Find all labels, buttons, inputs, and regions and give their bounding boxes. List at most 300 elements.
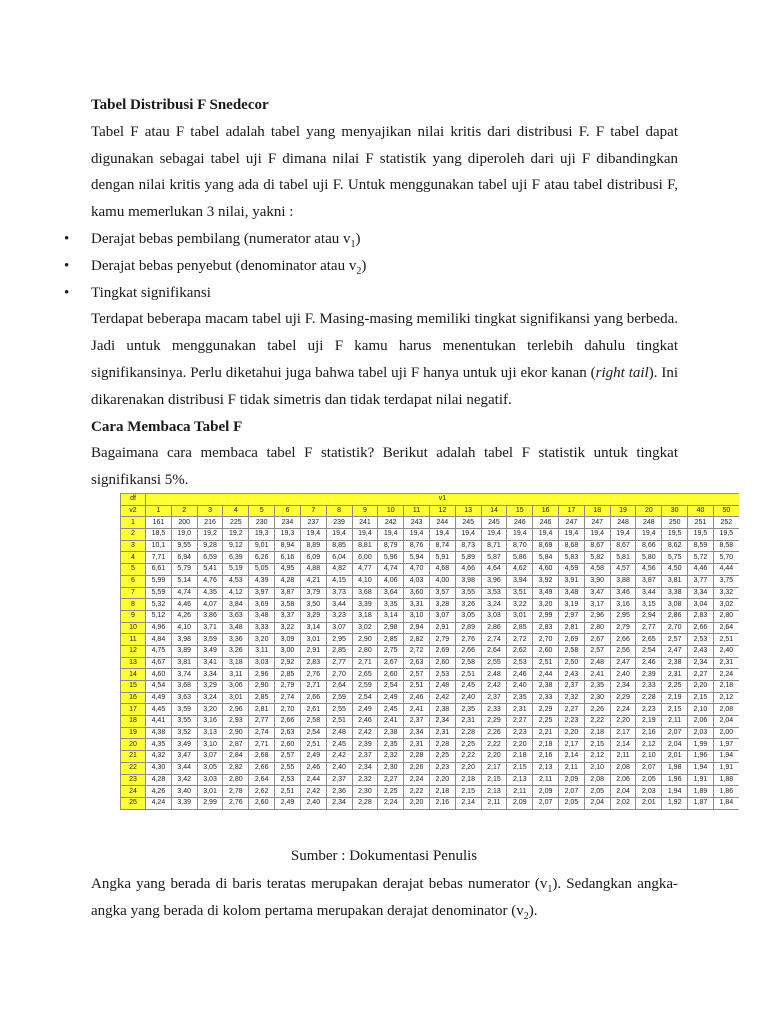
- table-cell: 2,20: [404, 797, 430, 809]
- table-cell: 2,64: [713, 622, 739, 634]
- table-cell: 2,29: [610, 692, 636, 704]
- table-cell: 4,10: [171, 622, 197, 634]
- table-cell: 3,74: [171, 669, 197, 681]
- column-header: 17: [559, 505, 585, 517]
- table-cell: 2,54: [300, 727, 326, 739]
- table-cell: 19,4: [481, 529, 507, 541]
- table-cell: 3,03: [197, 774, 223, 786]
- column-header: 2: [171, 505, 197, 517]
- table-cell: 3,01: [507, 610, 533, 622]
- table-row: [121, 610, 740, 622]
- table-cell: 4,26: [171, 610, 197, 622]
- column-header: 6: [275, 505, 301, 517]
- column-header: 1: [146, 505, 172, 517]
- table-cell: 252: [713, 517, 739, 529]
- table-cell: 4,74: [171, 587, 197, 599]
- table-cell: 3,32: [713, 587, 739, 599]
- bullet-icon: •: [64, 257, 70, 274]
- table-cell: 3,64: [378, 587, 404, 599]
- table-cell: 9,01: [249, 540, 275, 552]
- table-cell: 5,75: [662, 552, 688, 564]
- table-header-row: [121, 505, 740, 517]
- table-cell: 4,88: [300, 564, 326, 576]
- table-cell: 5,79: [171, 564, 197, 576]
- table-cell: 3,92: [533, 575, 559, 587]
- column-header: 13: [455, 505, 481, 517]
- table-row: [121, 622, 740, 634]
- table-cell: 3,23: [326, 610, 352, 622]
- table-cell: 2,12: [636, 739, 662, 751]
- table-cell: 3,91: [559, 575, 585, 587]
- table-cell: 4,10: [352, 575, 378, 587]
- table-cell: 8,76: [404, 540, 430, 552]
- table-cell: 2,16: [533, 751, 559, 763]
- table-row: [121, 587, 740, 599]
- table-cell: 2,34: [688, 657, 714, 669]
- table-cell: 3,53: [481, 587, 507, 599]
- column-header: 9: [352, 505, 378, 517]
- table-cell: 2,55: [481, 657, 507, 669]
- table-cell: 2,72: [507, 634, 533, 646]
- table-cell: 2,20: [610, 716, 636, 728]
- requirements-list: [64, 226, 678, 306]
- table-cell: 2,96: [584, 610, 610, 622]
- table-cell: 2,35: [507, 692, 533, 704]
- list-item: • Tingkat signifikansi: [91, 280, 678, 307]
- table-cell: 5,99: [146, 575, 172, 587]
- table-cell: 234: [275, 517, 301, 529]
- table-cell: 6,26: [249, 552, 275, 564]
- table-cell: 6,59: [197, 552, 223, 564]
- table-cell: 2,40: [300, 797, 326, 809]
- table-cell: 9,55: [171, 540, 197, 552]
- table-cell: 3,49: [197, 645, 223, 657]
- v1-label: v1: [146, 494, 740, 506]
- table-row: [121, 645, 740, 657]
- table-cell: 19,4: [610, 529, 636, 541]
- table-cell: 5,19: [223, 564, 249, 576]
- table-cell: 2,24: [713, 669, 739, 681]
- table-cell: 2,62: [249, 786, 275, 798]
- table-cell: 239: [326, 517, 352, 529]
- table-cell: 2,14: [610, 739, 636, 751]
- row-header: 24: [121, 786, 146, 798]
- table-cell: 2,70: [533, 634, 559, 646]
- table-cell: 3,22: [275, 622, 301, 634]
- table-cell: 1,89: [688, 786, 714, 798]
- table-cell: 3,47: [171, 751, 197, 763]
- table-cell: 2,28: [404, 751, 430, 763]
- table-cell: 3,44: [171, 762, 197, 774]
- table-cell: 4,41: [146, 716, 172, 728]
- row-header: 18: [121, 716, 146, 728]
- column-header: 3: [197, 505, 223, 517]
- table-cell: 2,20: [559, 727, 585, 739]
- table-row: [121, 716, 740, 728]
- table-row: [121, 540, 740, 552]
- list-item: • Derajat bebas penyebut (denominator atau $v_2$): [91, 253, 678, 280]
- table-cell: 2,22: [404, 786, 430, 798]
- table-cell: 2,41: [584, 669, 610, 681]
- table-cell: 2,85: [378, 634, 404, 646]
- table-cell: 2,59: [326, 692, 352, 704]
- table-cell: 2,66: [300, 692, 326, 704]
- table-cell: 2,46: [404, 692, 430, 704]
- table-cell: 230: [249, 517, 275, 529]
- table-cell: 2,22: [584, 716, 610, 728]
- table-cell: 2,83: [688, 610, 714, 622]
- table-cell: 2,35: [455, 704, 481, 716]
- table-cell: 2,11: [507, 786, 533, 798]
- table-cell: 2,48: [584, 657, 610, 669]
- column-header: 7: [300, 505, 326, 517]
- row-header: 16: [121, 692, 146, 704]
- figure-caption: Sumber : Dokumentasi Penulis: [290, 848, 478, 864]
- table-cell: 3,00: [275, 645, 301, 657]
- table-cell: 19,4: [584, 529, 610, 541]
- table-cell: 2,05: [559, 797, 585, 809]
- table-cell: 250: [662, 517, 688, 529]
- table-cell: 2,29: [533, 704, 559, 716]
- table-cell: 2,31: [404, 739, 430, 751]
- table-cell: 3,01: [197, 786, 223, 798]
- table-cell: 2,92: [275, 657, 301, 669]
- table-cell: 2,66: [275, 716, 301, 728]
- table-cell: 4,07: [197, 599, 223, 611]
- table-cell: 3,39: [352, 599, 378, 611]
- table-cell: 2,80: [223, 774, 249, 786]
- table-cell: 2,18: [533, 739, 559, 751]
- table-cell: 3,18: [352, 610, 378, 622]
- table-row: [121, 704, 740, 716]
- row-header: 7: [121, 587, 146, 599]
- table-cell: 2,50: [559, 657, 585, 669]
- table-cell: 2,20: [481, 751, 507, 763]
- table-cell: 2,37: [559, 681, 585, 693]
- table-cell: 4,30: [146, 762, 172, 774]
- table-cell: 2,69: [559, 634, 585, 646]
- table-cell: 2,77: [326, 657, 352, 669]
- table-cell: 2,71: [300, 681, 326, 693]
- v2-label: v2: [121, 505, 146, 517]
- table-cell: 3,69: [249, 599, 275, 611]
- table-cell: 1,87: [688, 797, 714, 809]
- table-cell: 3,16: [610, 599, 636, 611]
- table-cell: 2,42: [326, 751, 352, 763]
- table-cell: 2,33: [481, 704, 507, 716]
- table-cell: 3,63: [171, 692, 197, 704]
- table-cell: 2,09: [559, 774, 585, 786]
- table-cell: 2,12: [713, 692, 739, 704]
- table-cell: 237: [300, 517, 326, 529]
- table-row: [121, 727, 740, 739]
- table-cell: 3,79: [300, 587, 326, 599]
- column-header: 16: [533, 505, 559, 517]
- table-cell: 19,4: [352, 529, 378, 541]
- table-cell: 3,11: [249, 645, 275, 657]
- table-cell: 2,22: [481, 739, 507, 751]
- table-cell: 3,24: [197, 692, 223, 704]
- table-cell: 3,59: [171, 704, 197, 716]
- table-cell: 2,31: [455, 716, 481, 728]
- table-cell: 2,02: [610, 797, 636, 809]
- table-cell: 2,51: [533, 657, 559, 669]
- table-cell: 2,13: [507, 774, 533, 786]
- table-cell: 1,96: [662, 774, 688, 786]
- table-cell: 3,05: [455, 610, 481, 622]
- table-cell: 2,19: [662, 692, 688, 704]
- table-cell: 3,20: [249, 634, 275, 646]
- table-cell: 2,85: [507, 622, 533, 634]
- column-header: 14: [481, 505, 507, 517]
- table-cell: 3,49: [533, 587, 559, 599]
- table-cell: 2,34: [404, 727, 430, 739]
- table-cell: 2,37: [481, 692, 507, 704]
- table-cell: 2,66: [455, 645, 481, 657]
- table-cell: 4,77: [352, 564, 378, 576]
- table-cell: 6,61: [146, 564, 172, 576]
- table-cell: 4,24: [146, 797, 172, 809]
- table-cell: 4,76: [197, 575, 223, 587]
- table-cell: 8,67: [610, 540, 636, 552]
- table-cell: 2,60: [533, 645, 559, 657]
- table-cell: 4,57: [610, 564, 636, 576]
- table-cell: 2,45: [455, 681, 481, 693]
- table-cell: 2,15: [455, 786, 481, 798]
- table-cell: 2,55: [326, 704, 352, 716]
- table-cell: 8,66: [636, 540, 662, 552]
- table-cell: 2,91: [429, 622, 455, 634]
- table-cell: 2,79: [429, 634, 455, 646]
- table-cell: 3,24: [481, 599, 507, 611]
- table-cell: 2,24: [610, 704, 636, 716]
- table-cell: 3,48: [249, 610, 275, 622]
- table-cell: 3,55: [171, 716, 197, 728]
- table-cell: 19,5: [713, 529, 739, 541]
- table-cell: 3,86: [197, 610, 223, 622]
- table-cell: 3,31: [404, 599, 430, 611]
- table-cell: 4,62: [507, 564, 533, 576]
- table-cell: 6,09: [300, 552, 326, 564]
- table-cell: 2,74: [249, 727, 275, 739]
- table-cell: 2,23: [507, 727, 533, 739]
- table-cell: 241: [352, 517, 378, 529]
- table-cell: 3,01: [300, 634, 326, 646]
- table-cell: 248: [636, 517, 662, 529]
- row-header: 20: [121, 739, 146, 751]
- table-cell: 10,1: [146, 540, 172, 552]
- table-cell: 3,44: [636, 587, 662, 599]
- table-cell: 2,64: [326, 681, 352, 693]
- table-cell: 2,05: [636, 774, 662, 786]
- table-cell: 2,66: [249, 762, 275, 774]
- bullet-icon: •: [64, 230, 70, 247]
- table-cell: 19,3: [275, 529, 301, 541]
- table-cell: 2,27: [378, 774, 404, 786]
- table-row: [121, 774, 740, 786]
- column-header: 11: [404, 505, 430, 517]
- table-cell: 5,41: [197, 564, 223, 576]
- table-cell: 2,82: [223, 762, 249, 774]
- section-heading: Cara Membaca Tabel F: [91, 418, 243, 435]
- table-cell: 2,40: [326, 762, 352, 774]
- table-row: [121, 657, 740, 669]
- table-cell: 3,03: [249, 657, 275, 669]
- table-cell: 5,32: [146, 599, 172, 611]
- table-cell: 2,99: [197, 797, 223, 809]
- table-row: [121, 739, 740, 751]
- table-cell: 4,12: [223, 587, 249, 599]
- table-cell: 8,58: [713, 540, 739, 552]
- table-cell: 2,25: [533, 716, 559, 728]
- table-cell: 19,4: [300, 529, 326, 541]
- table-cell: 2,51: [300, 739, 326, 751]
- table-cell: 3,41: [197, 657, 223, 669]
- table-cell: 2,07: [559, 786, 585, 798]
- table-cell: 2,23: [636, 704, 662, 716]
- table-cell: 2,29: [481, 716, 507, 728]
- table-cell: 2,10: [636, 751, 662, 763]
- table-cell: 3,71: [197, 622, 223, 634]
- table-cell: 4,82: [326, 564, 352, 576]
- table-cell: 2,57: [584, 645, 610, 657]
- table-cell: 2,33: [636, 681, 662, 693]
- table-cell: 2,66: [610, 634, 636, 646]
- table-cell: 2,48: [429, 681, 455, 693]
- table-cell: 4,54: [146, 681, 172, 693]
- table-cell: 8,59: [688, 540, 714, 552]
- row-header: 11: [121, 634, 146, 646]
- table-cell: 8,89: [300, 540, 326, 552]
- table-cell: 4,58: [584, 564, 610, 576]
- table-cell: 2,70: [275, 704, 301, 716]
- table-cell: 3,35: [378, 599, 404, 611]
- table-cell: 245: [455, 517, 481, 529]
- table-cell: 5,87: [481, 552, 507, 564]
- table-cell: 2,01: [636, 797, 662, 809]
- table-cell: 4,28: [146, 774, 172, 786]
- table-cell: 4,38: [146, 727, 172, 739]
- table-cell: 3,20: [533, 599, 559, 611]
- table-cell: 2,42: [481, 681, 507, 693]
- table-cell: 2,82: [404, 634, 430, 646]
- table-cell: 2,47: [662, 645, 688, 657]
- table-cell: 3,46: [610, 587, 636, 599]
- table-cell: 5,86: [507, 552, 533, 564]
- table-cell: 8,79: [378, 540, 404, 552]
- table-cell: 19,5: [688, 529, 714, 541]
- table-cell: 2,49: [275, 797, 301, 809]
- table-cell: 8,70: [507, 540, 533, 552]
- table-cell: 2,34: [610, 681, 636, 693]
- table-cell: 2,31: [713, 657, 739, 669]
- table-cell: 2,08: [713, 704, 739, 716]
- row-header: 1: [121, 517, 146, 529]
- table-cell: 2,60: [429, 657, 455, 669]
- table-cell: 2,07: [636, 762, 662, 774]
- table-cell: 3,18: [223, 657, 249, 669]
- table-cell: 2,97: [559, 610, 585, 622]
- table-cell: 2,40: [610, 669, 636, 681]
- row-header: 8: [121, 599, 146, 611]
- table-row: [121, 517, 740, 529]
- table-cell: 3,55: [455, 587, 481, 599]
- table-cell: 2,53: [688, 634, 714, 646]
- table-cell: 2,04: [584, 797, 610, 809]
- table-cell: 1,88: [713, 774, 739, 786]
- table-row: [121, 552, 740, 564]
- table-cell: 2,11: [662, 716, 688, 728]
- table-cell: 2,83: [300, 657, 326, 669]
- table-cell: 2,30: [352, 786, 378, 798]
- right-tail-term: right tail: [595, 364, 649, 381]
- table-cell: 1,91: [713, 762, 739, 774]
- table-cell: 9,28: [197, 540, 223, 552]
- table-cell: 2,32: [559, 692, 585, 704]
- table-cell: 2,47: [610, 657, 636, 669]
- row-header: 13: [121, 657, 146, 669]
- table-cell: 2,57: [275, 751, 301, 763]
- table-cell: 2,61: [300, 704, 326, 716]
- table-cell: 3,15: [636, 599, 662, 611]
- table-cell: 2,18: [584, 727, 610, 739]
- table-cell: 4,44: [713, 564, 739, 576]
- table-cell: 2,27: [559, 704, 585, 716]
- table-cell: 2,25: [378, 786, 404, 798]
- table-cell: 3,26: [223, 645, 249, 657]
- table-cell: 4,67: [146, 657, 172, 669]
- table-cell: 2,65: [636, 634, 662, 646]
- table-cell: 4,60: [533, 564, 559, 576]
- table-cell: 3,44: [326, 599, 352, 611]
- row-header: 3: [121, 540, 146, 552]
- table-cell: 2,31: [429, 727, 455, 739]
- table-cell: 216: [197, 517, 223, 529]
- table-cell: 2,28: [352, 797, 378, 809]
- table-cell: 19,4: [533, 529, 559, 541]
- table-cell: 2,90: [249, 681, 275, 693]
- table-cell: 5,12: [146, 610, 172, 622]
- row-header: 14: [121, 669, 146, 681]
- table-cell: 2,25: [662, 681, 688, 693]
- table-cell: 4,50: [662, 564, 688, 576]
- table-cell: 2,20: [688, 681, 714, 693]
- table-cell: 2,11: [610, 751, 636, 763]
- table-cell: 2,60: [249, 797, 275, 809]
- table-cell: 4,56: [636, 564, 662, 576]
- table-cell: 2,48: [481, 669, 507, 681]
- row-header: 19: [121, 727, 146, 739]
- column-header: 18: [584, 505, 610, 517]
- table-cell: 2,54: [352, 692, 378, 704]
- table-cell: 2,71: [352, 657, 378, 669]
- table-cell: 3,08: [662, 599, 688, 611]
- table-cell: 2,03: [688, 727, 714, 739]
- table-cell: 2,67: [378, 657, 404, 669]
- table-cell: 3,29: [300, 610, 326, 622]
- table-cell: 4,21: [300, 575, 326, 587]
- table-cell: 2,83: [533, 622, 559, 634]
- table-cell: 4,15: [326, 575, 352, 587]
- table-cell: 2,33: [533, 692, 559, 704]
- table-cell: 8,73: [455, 540, 481, 552]
- table-cell: 2,67: [584, 634, 610, 646]
- table-cell: 2,53: [275, 774, 301, 786]
- table-cell: 2,79: [275, 681, 301, 693]
- row-header: 15: [121, 681, 146, 693]
- table-cell: 2,57: [404, 669, 430, 681]
- row-header: 25: [121, 797, 146, 809]
